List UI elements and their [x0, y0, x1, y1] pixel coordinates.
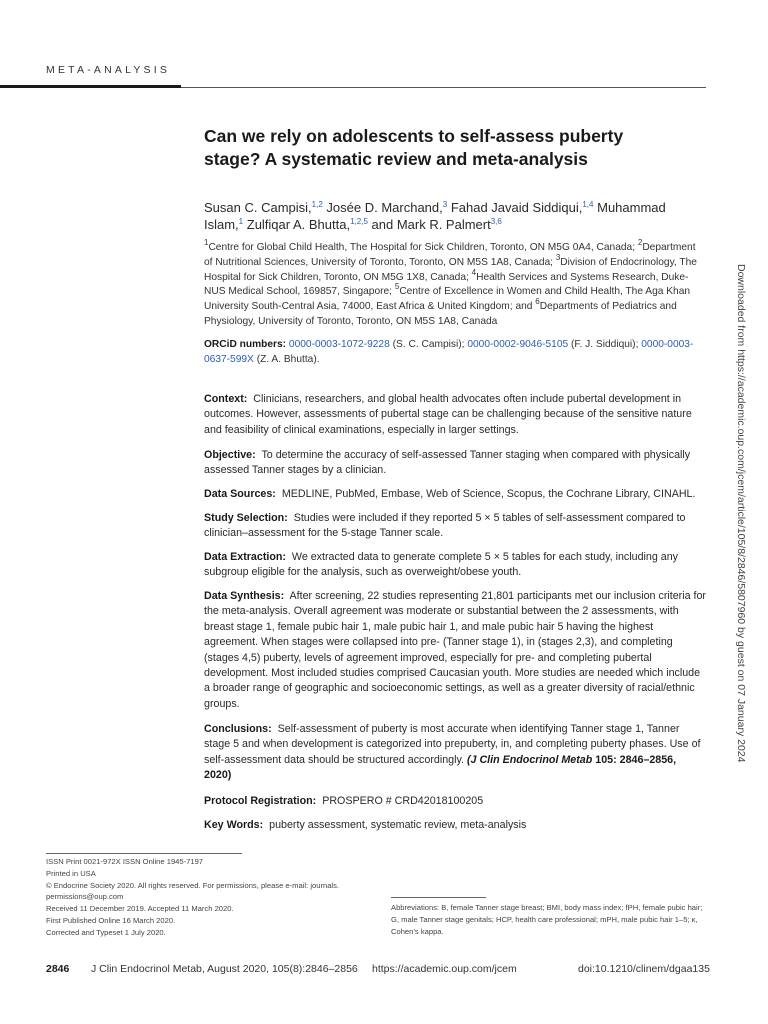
abstract-text: puberty assessment, systematic review, meta-analysis [269, 819, 527, 831]
abstract-keywords [204, 818, 706, 833]
author-list [204, 199, 706, 233]
author-name[interactable]: Fahad Javaid Siddiqui, [450, 200, 583, 215]
abstract-label: Context: [204, 393, 248, 405]
orcid-link[interactable]: 0000-0003-0637-599X [204, 339, 694, 365]
orcid-owner: (F. J. Siddiqui); [571, 339, 639, 350]
abstract-text: Clinicians, researchers, and global health advocates often include pubertal development in outcomes. However, assessments of pubertal stage can be challenging because of the sensitive nature and feasibility of clinical examinations, especially in larger settings. [204, 393, 692, 436]
abstract-label: Protocol Registration: [204, 795, 317, 807]
abstract-label: Data Synthesis: [204, 590, 285, 602]
abstract-text: PROSPERO # CRD42018100205 [322, 795, 484, 807]
affiliation: Department of Nutritional Sciences, University of Toronto, Toronto, ON M5S 1A8, Canada; [204, 242, 696, 268]
abstract-data-sources [204, 487, 706, 502]
journal-citation: J Clin Endocrinol Metab, August 2020, 105(8):2846–2856 [91, 963, 358, 975]
pubinfo-line: Received 11 December 2019. Accepted 11 March 2020. [46, 904, 234, 914]
pubinfo-line: First Published Online 16 March 2020. [46, 915, 176, 925]
publication-info [46, 856, 366, 939]
affiliation: Centre of Excellence in Women and Child Health, The Aga Khan University South-Central Asia, 74000, East Africa & United Kingdom; and [204, 286, 691, 313]
abstract-study-selection [204, 511, 706, 542]
abstract-text: Self-assessment of puberty is most accurate when identifying Tanner stage 1, Tanner stage 5 and when development is categorized into prepuberty, in, and completing puberty phases. Use of self-assessment data should be structured accordingly. [204, 723, 701, 766]
affil-number: 4 [471, 267, 477, 277]
affil-number: 6 [535, 297, 540, 307]
abstract-text: After screening, 22 studies representing 21,801 participants met our inclusion criteria for the meta-analysis. Overall agreement was moderate or substantial between the 2 assessments, with breast stage 1, female pubic hair 1, male pubic hair 1, and male pubic hair 5 having the highest agreement. When stages were collapsed into pre- (Tanner stage 1), in (stages 2,3), and completing (stages 4,5) puberty, levels of agreement improved, especially for pre- and completing pubertal development. Most included studies comprised Caucasian youth. More studies are needed which include a broader range of geographic and socioeconomic settings, as well as a greater diversity of racial/ethnic groups. [204, 590, 706, 710]
abstract-protocol [204, 794, 706, 809]
pubinfo-line: Corrected and Typeset 1 July 2020. [46, 927, 166, 937]
author-name[interactable]: Muhammad Islam, [204, 200, 666, 232]
author-affil-ref[interactable]: 1,4 [582, 200, 594, 209]
author-affil-ref[interactable]: 1,2,5 [350, 217, 368, 226]
abbreviations: Abbreviations: B, female Tanner stage breast; BMI, body mass index; fPH, female pubic hair; G, male Tanner stage genitals; HCP, health care professional; mPH, male pubic hair 1–5; κ, Cohen’s kappa. [391, 903, 703, 936]
article-title: Can we rely on adolescents to self-assess puberty stage? A systematic review and meta-analysis [204, 126, 624, 169]
orcid-owner: (S. C. Campisi); [392, 339, 465, 350]
download-notice: Downloaded from https://academic.oup.com/jcem/article/105/8/2846/5807960 by guest on 07 January 2024 [735, 264, 747, 763]
affiliations [204, 238, 706, 330]
author-affil-ref[interactable]: 3,6 [490, 217, 502, 226]
author-affil-ref[interactable]: 1 [238, 217, 244, 226]
abstract-text: Studies were included if they reported 5 × 5 tables of self-assessment compared to clinician–assessment for the 5-stage Tanner scale. [204, 512, 686, 540]
journal-url[interactable]: https://academic.oup.com/jcem [372, 963, 517, 975]
page-number: 2846 [46, 963, 70, 975]
orcid-link[interactable]: 0000-0003-1072-9228 [288, 339, 390, 350]
affil-number: 3 [555, 252, 561, 262]
doi[interactable]: doi:10.1210/clinem/dgaa135 [578, 963, 710, 975]
affil-number: 1 [204, 238, 209, 247]
pubinfo-line: ISSN Print 0021-972X ISSN Online 1945-7197 [46, 857, 204, 866]
section-label: META-ANALYSIS [46, 64, 171, 76]
abbreviations-rule [391, 897, 486, 898]
affiliation: Division of Endocrinology, The Hospital for Sick Children, Toronto, ON M5G 1X8, Canada; [204, 256, 697, 283]
author-name[interactable]: and Mark R. Palmert [371, 217, 491, 232]
citation-tail: 105: 2846–2856, 2020) [204, 753, 677, 782]
affil-number: 2 [637, 238, 643, 247]
footnote-rule [46, 853, 242, 854]
abstract-objective [204, 448, 706, 479]
affil-number: 5 [394, 282, 400, 292]
author-name[interactable]: Josée D. Marchand, [326, 200, 443, 215]
abstract-label: Conclusions: [204, 723, 272, 735]
orcid-link[interactable]: 0000-0002-9046-5105 [467, 339, 569, 350]
orcid-owner: (Z. A. Bhutta). [256, 353, 320, 365]
citation: (J Clin Endocrinol Metab [466, 753, 593, 766]
author-name[interactable]: Susan C. Campisi, [204, 200, 312, 215]
abstract-text: We extracted data to generate complete 5 × 5 tables for each study, including any subgroup eligible for the analysis, such as overweight/obese youth. [204, 551, 678, 579]
pubinfo-line: Printed in USA [46, 868, 96, 878]
affiliation: Departments of Pediatrics and Physiology, University of Toronto, Toronto, ON M5S 1A8, Canada [204, 301, 677, 327]
author-affil-ref[interactable]: 1,2 [311, 200, 323, 209]
affiliation: Health Services and Systems Research, Duke-NUS Medical School, 169857, Singapore; [204, 271, 689, 298]
pubinfo-line[interactable]: permissions@oup.com [46, 892, 124, 902]
abstract-label: Key Words: [204, 819, 264, 831]
abstract-data-synthesis [204, 589, 706, 712]
orcid-label: ORCiD numbers: [204, 339, 287, 350]
pubinfo-line: © Endocrine Society 2020. All rights reserved. For permissions, please e-mail: journals. [46, 880, 340, 890]
abstract-text: To determine the accuracy of self-assessed Tanner staging when compared with physically assessed Tanner stages by a clinician. [204, 449, 691, 477]
orcid-block [204, 338, 706, 368]
abstract-context [204, 392, 706, 438]
abstract-label: Data Sources: [204, 488, 276, 500]
abstract-label: Study Selection: [204, 512, 288, 524]
author-name[interactable]: Zulfiqar A. Bhutta, [246, 217, 351, 232]
affiliation: Centre for Global Child Health, The Hospital for Sick Children, Toronto, ON M5G 0A4, Canada; [208, 242, 636, 253]
author-affil-ref[interactable]: 3 [442, 200, 448, 209]
abstract-label: Data Extraction: [204, 551, 286, 563]
abstract-text: MEDLINE, PubMed, Embase, Web of Science, Scopus, the Cochrane Library, CINAHL. [281, 488, 696, 500]
abstract-label: Objective: [204, 449, 256, 461]
abstract-data-extraction [204, 550, 706, 581]
abstract-conclusions [204, 722, 706, 784]
header-rule-accent [0, 85, 181, 88]
